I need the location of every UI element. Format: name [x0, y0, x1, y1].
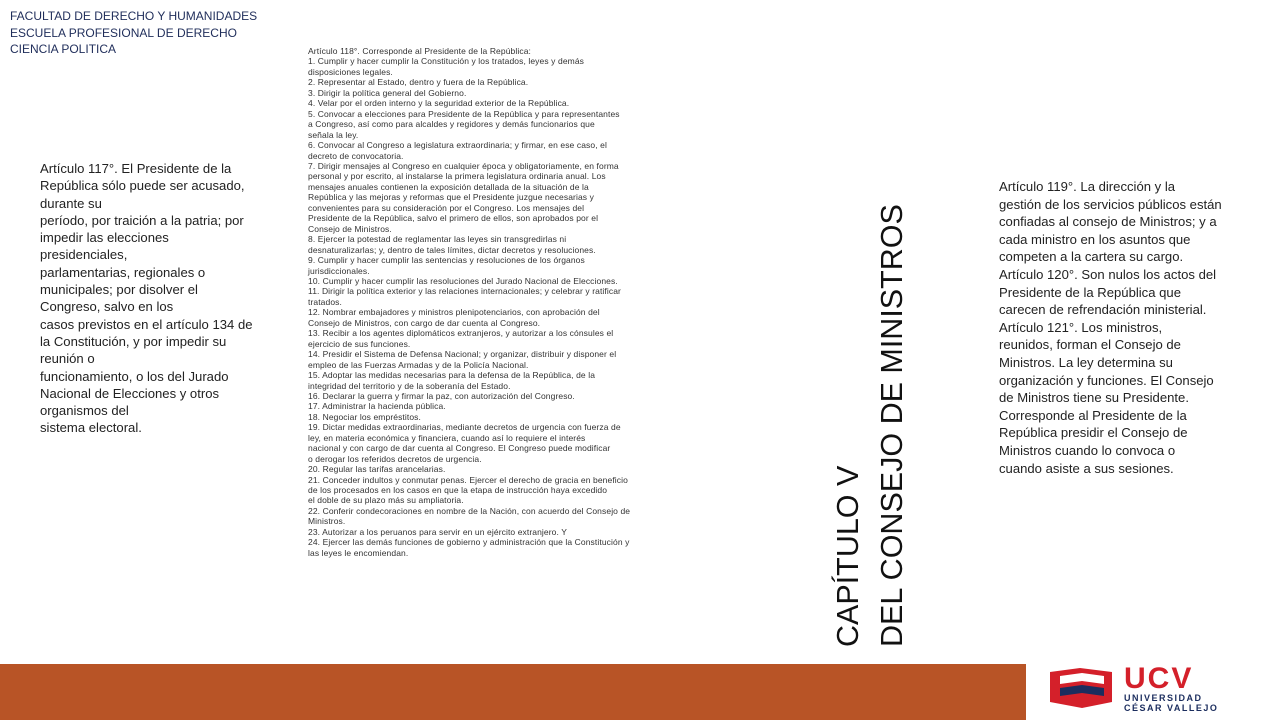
article-118-line: a Congreso, así como para alcaldes y regidores y demás funcionarios que [308, 119, 595, 130]
article-118-line: 2. Representar al Estado, dentro y fuera de la República. [308, 77, 529, 88]
university-logo-text [1124, 662, 1219, 713]
article-118-line: personal y por escrito, al instalarse la primera legislatura ordinaria anual. Los [308, 171, 606, 182]
article-118-line: 19. Dictar medidas extraordinarias, mediante decretos de urgencia con fuerza de [308, 422, 621, 433]
chapter-name: DEL CONSEJO DE MINISTROS [875, 204, 909, 647]
program-name: CIENCIA POLITICA [10, 42, 117, 56]
article-117-line: parlamentarias, regionales o [40, 264, 206, 280]
article-118-line: de los procesados en los casos en que la etapa de instrucción haya excedido [308, 485, 608, 496]
article-118-line: 4. Velar por el orden interno y la seguridad exterior de la República. [308, 98, 570, 109]
school-name: ESCUELA PROFESIONAL DE DERECHO [10, 25, 237, 40]
article-118-line: desnaturalizarlas; y, dentro de tales límites, dictar decretos y resoluciones. [308, 244, 596, 255]
article-118-line: integridad del territorio y de la soberanía del Estado. [308, 380, 511, 391]
right-article-line: competen a la cartera su cargo. [999, 249, 1184, 265]
article-118-line: señala la ley. [308, 129, 359, 140]
right-article-line: gestión de los servicios públicos están [999, 196, 1222, 212]
right-article-line: Artículo 119°. La dirección y la [999, 179, 1176, 194]
article-118-line: 8. Ejercer la potestad de reglamentar las leyes sin transgredirlas ni [308, 234, 567, 245]
article-118-line: 11. Dirigir la política exterior y las relaciones internacionales; y celebrar y ratificar [308, 286, 621, 297]
article-118-line: disposiciones legales. [308, 66, 393, 77]
article-118-line: 21. Conceder indultos y conmutar penas. Ejercer el derecho de gracia en beneficio [308, 474, 628, 485]
right-article-line: carecen de refrendación ministerial. [999, 302, 1207, 318]
article-118-line: 1. Cumplir y hacer cumplir la Constitución y los tratados, leyes y demás [308, 56, 584, 67]
article-118-line: 3. Dirigir la política general del Gobierno. [308, 87, 467, 98]
article-118-line: Consejo de Ministros, con cargo de dar cuenta al Congreso. [308, 317, 541, 328]
article-118-line: ejercicio de sus funciones. [308, 338, 411, 349]
chapter-number: CAPÍTULO V [831, 465, 865, 647]
article-118-line: 13. Recibir a los agentes diplomáticos extranjeros, y autorizar a los cónsules el [308, 328, 614, 339]
article-117-line: sistema electoral. [40, 420, 142, 436]
right-article-line: Ministros cuando lo convoca o [999, 442, 1176, 458]
article-118-line: convenientes para su consideración por el Congreso. Los mensajes del [308, 202, 585, 213]
article-118-line: República y las mejoras y reformas que el Presidente juzgue necesarias y [308, 192, 594, 203]
right-article-line: República presidir el Consejo de [999, 425, 1188, 441]
article-118-line: 24. Ejercer las demás funciones de gobierno y administración que la Constitución y [308, 537, 630, 548]
article-118-text [308, 46, 680, 558]
article-118-line: Presidente de la República, salvo el primero de ellos, son aprobados por el [308, 213, 599, 224]
right-article-line: de Ministros tiene su Presidente. [999, 390, 1189, 406]
article-118-line: o derogar los referidos decretos de urgencia. [308, 453, 482, 464]
article-117-text [40, 160, 262, 437]
article-118-line: 22. Conferir condecoraciones en nombre de la Nación, con acuerdo del Consejo de [308, 505, 631, 516]
logo-subtitle-2: CÉSAR VALLEJO [1124, 703, 1219, 713]
article-118-line: 14. Presidir el Sistema de Defensa Nacional; y organizar, distribuir y disponer el [308, 349, 617, 360]
right-article-line: organización y funciones. El Consejo [999, 372, 1214, 388]
logo-subtitle-1: UNIVERSIDAD [1124, 693, 1203, 703]
article-118-line: tratados. [308, 296, 342, 307]
article-117-line: durante su [40, 195, 102, 211]
article-118-line: 12. Nombrar embajadores y ministros plenipotenciarios, con aprobación del [308, 307, 600, 318]
article-118-line: 7. Dirigir mensajes al Congreso en cualquier época y obligatoriamente, en forma [308, 160, 619, 171]
right-article-line: cada ministro en los asuntos que [999, 231, 1191, 247]
article-118-line: 16. Declarar la guerra y firmar la paz, con autorización del Congreso. [308, 390, 575, 401]
article-118-line: 18. Negociar los empréstitos. [308, 411, 421, 422]
article-118-line: las leyes le encomiendan. [308, 547, 409, 558]
article-118-line: 5. Convocar a elecciones para Presidente de la República y para representantes [308, 108, 620, 119]
article-117-line: reunión o [40, 351, 95, 367]
articles-119-121-text [999, 178, 1231, 477]
right-article-line: Corresponde al Presidente de la [999, 407, 1187, 423]
right-article-line: Artículo 121°. Los ministros, [999, 319, 1163, 335]
article-118-line: Artículo 118°. Corresponde al Presidente de la República: [308, 46, 531, 56]
article-117-line: Nacional de Elecciones y otros [40, 385, 220, 401]
article-117-line: presidenciales, [40, 247, 128, 263]
logo-acronym: UCV [1124, 662, 1194, 695]
article-118-line: 9. Cumplir y hacer cumplir las sentencias y resoluciones de los órganos [308, 255, 585, 266]
article-117-line: Artículo 117°. El Presidente de la [40, 161, 232, 176]
article-117-line: Congreso, salvo en los [40, 299, 174, 315]
article-118-line: ley, en materia económica y financiera, cuando así lo requiere el interés [308, 432, 586, 443]
article-118-line: 15. Adoptar las medidas necesarias para la defensa de la República, de la [308, 370, 596, 381]
article-118-line: 17. Administrar la hacienda pública. [308, 401, 446, 412]
article-117-line: municipales; por disolver el [40, 282, 198, 298]
article-118-line: nacional y con cargo de dar cuenta al Congreso. El Congreso puede modificar [308, 443, 611, 454]
right-article-line: Ministros. La ley determina su [999, 354, 1173, 370]
article-117-line: casos previstos en el artículo 134 de [40, 316, 253, 332]
article-118-line: 20. Regular las tarifas arancelarias. [308, 464, 446, 475]
article-118-line: 6. Convocar al Congreso a legislatura extraordinaria; y firmar, en ese caso, el [308, 140, 607, 151]
footer-band [0, 664, 1026, 720]
article-117-line: período, por traición a la patria; por [40, 212, 244, 228]
article-118-line: 23. Autorizar a los peruanos para servir en un ejército extranjero. Y [308, 526, 568, 537]
article-117-line: República sólo puede ser acusado, [40, 178, 245, 194]
right-article-line: confiadas al consejo de Ministros; y a [999, 214, 1217, 230]
faculty-name: FACULTAD DE DERECHO Y HUMANIDADES [10, 9, 258, 23]
right-article-line: cuando asiste a sus sesiones. [999, 460, 1174, 476]
article-117-line: funcionamiento, o los del Jurado [40, 368, 229, 384]
chapter-title [826, 87, 914, 647]
article-118-line: jurisdiccionales. [308, 265, 370, 276]
right-article-line: reunidos, forman el Consejo de [999, 337, 1181, 353]
article-118-line: el doble de su plazo más su ampliatoria. [308, 495, 464, 506]
right-article-line: Presidente de la República que [999, 284, 1181, 300]
article-117-line: impedir las elecciones [40, 230, 169, 246]
article-118-line: 10. Cumplir y hacer cumplir las resoluciones del Jurado Nacional de Elecciones. [308, 275, 618, 286]
article-118-line: mensajes anuales contienen la exposición detallada de la situación de la [308, 181, 589, 192]
article-117-line: organismos del [40, 403, 129, 419]
article-118-line: Ministros. [308, 516, 346, 527]
faculty-header [10, 8, 257, 58]
article-118-line: decreto de convocatoria. [308, 150, 404, 161]
article-117-line: la Constitución, y por impedir su [40, 333, 227, 349]
article-118-line: Consejo de Ministros. [308, 223, 392, 234]
article-118-line: empleo de las Fuerzas Armadas y de la Policía Nacional. [308, 359, 529, 370]
right-article-line: Artículo 120°. Son nulos los actos del [999, 266, 1217, 282]
